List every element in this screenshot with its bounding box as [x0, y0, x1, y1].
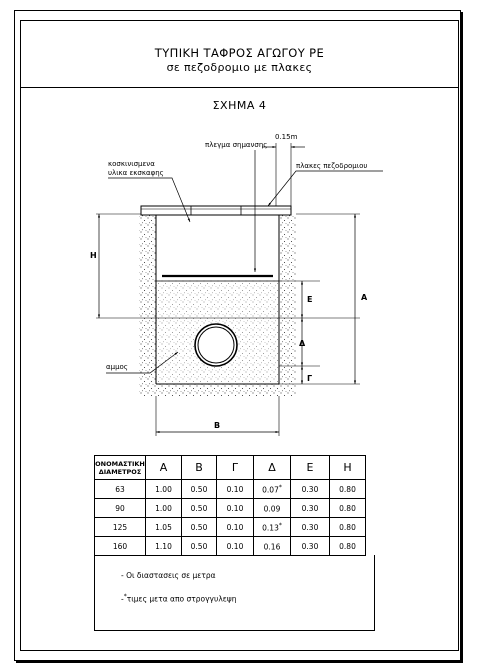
cell-H: 0.80: [330, 499, 366, 518]
cell-G: 0.10: [217, 518, 254, 537]
dimension-H-label: Η: [90, 251, 97, 260]
dimension-E-label: Ε: [307, 295, 313, 304]
cell-A: 1.00: [146, 499, 182, 518]
table-row: [95, 480, 366, 499]
cell-A: 1.10: [146, 537, 182, 556]
table-row: [95, 518, 366, 537]
cell-D: [254, 537, 291, 556]
table-row: [95, 499, 366, 518]
header-col-A: Α: [146, 456, 182, 480]
rounding-mark: *: [278, 521, 282, 529]
cell-B: 0.50: [182, 499, 217, 518]
dimension-B: [156, 396, 279, 436]
table-row: [95, 537, 366, 556]
cell-B: 0.50: [182, 537, 217, 556]
cell-D-value: 0.07: [262, 485, 279, 495]
cell-D-value: 0.09: [263, 504, 281, 514]
cell-diameter: 125: [95, 518, 146, 537]
dimension-H: [90, 214, 99, 318]
header-col-H: Η: [330, 456, 366, 480]
cell-G: 0.10: [217, 499, 254, 518]
dimension-D-label: Δ: [299, 339, 306, 348]
title-line-2: σε πεζοδρομιο με πλακες: [166, 61, 313, 74]
note-rounding-mark: *: [123, 593, 127, 600]
note-rounding-text: τιμες μετα απο στρογγυλεψη: [126, 594, 237, 604]
cell-G: 0.10: [217, 537, 254, 556]
note-units: - Οι διαστασεις σε μετρα: [121, 571, 216, 580]
cell-H: 0.80: [330, 518, 366, 537]
paving-slabs-label: πλακες πεζοδρομιου: [296, 162, 368, 170]
header-nominal-diameter: [95, 456, 146, 480]
dimension-A-label: Α: [361, 293, 368, 302]
dimension-E: [302, 281, 312, 318]
header-nominal-line-2: ΔΙΑΜΕΤΡΟΣ: [98, 467, 142, 476]
leader-paving-slabs: [268, 162, 383, 206]
slab-width-label: 0.15m: [275, 133, 298, 141]
header-col-B: Β: [182, 456, 217, 480]
dimension-G-label: Γ: [307, 374, 313, 383]
cell-B: 0.50: [182, 518, 217, 537]
header-col-E: Ε: [291, 456, 330, 480]
dimension-A: [355, 214, 368, 384]
cell-H: 0.80: [330, 480, 366, 499]
cell-D-value: 0.13: [262, 523, 279, 533]
pe-pipe: [195, 324, 237, 366]
cell-B: 0.50: [182, 480, 217, 499]
cell-diameter: 63: [95, 480, 146, 499]
cell-E: 0.30: [291, 499, 330, 518]
note-rounding: -*τιμες μετα απο στρογγυλεψη: [121, 593, 237, 604]
figure-label: ΣΧΗΜΑ 4: [212, 99, 267, 112]
notes-box: [94, 555, 375, 631]
cell-D: [254, 480, 291, 499]
dimensions-table: [94, 455, 366, 556]
cell-diameter: 160: [95, 537, 146, 556]
header-col-D: Δ: [254, 456, 291, 480]
dimension-G: [302, 366, 312, 384]
rounding-mark: *: [278, 483, 282, 491]
cell-E: 0.30: [291, 537, 330, 556]
backfill-label-1: κοσκινισμενα: [108, 160, 155, 168]
cell-D-value: 0.16: [263, 542, 281, 552]
paving-slabs: [141, 206, 291, 215]
cell-D: [254, 499, 291, 518]
cell-A: 1.00: [146, 480, 182, 499]
backfill-label-2: υλικα εκσκαφης: [108, 169, 164, 177]
title-line-1: ΤΥΠΙΚΗ ΤΑΦΡΟΣ ΑΓΩΓΟΥ PE: [154, 46, 325, 60]
cell-D: [254, 518, 291, 537]
dimension-B-label: Β: [214, 421, 221, 430]
cell-E: 0.30: [291, 518, 330, 537]
header-nominal-line-1: ΟΝΟΜΑΣΤΙΚΗ: [95, 459, 145, 468]
cell-E: 0.30: [291, 480, 330, 499]
header-col-G: Γ: [217, 456, 254, 480]
table-header-row: [95, 456, 366, 480]
cell-G: 0.10: [217, 480, 254, 499]
warning-mesh-label: πλεγμα σημανσης: [205, 141, 268, 149]
cell-H: 0.80: [330, 537, 366, 556]
sand-label: αμμος: [106, 363, 128, 371]
cell-diameter: 90: [95, 499, 146, 518]
dimension-D: [299, 318, 306, 366]
cell-A: 1.05: [146, 518, 182, 537]
